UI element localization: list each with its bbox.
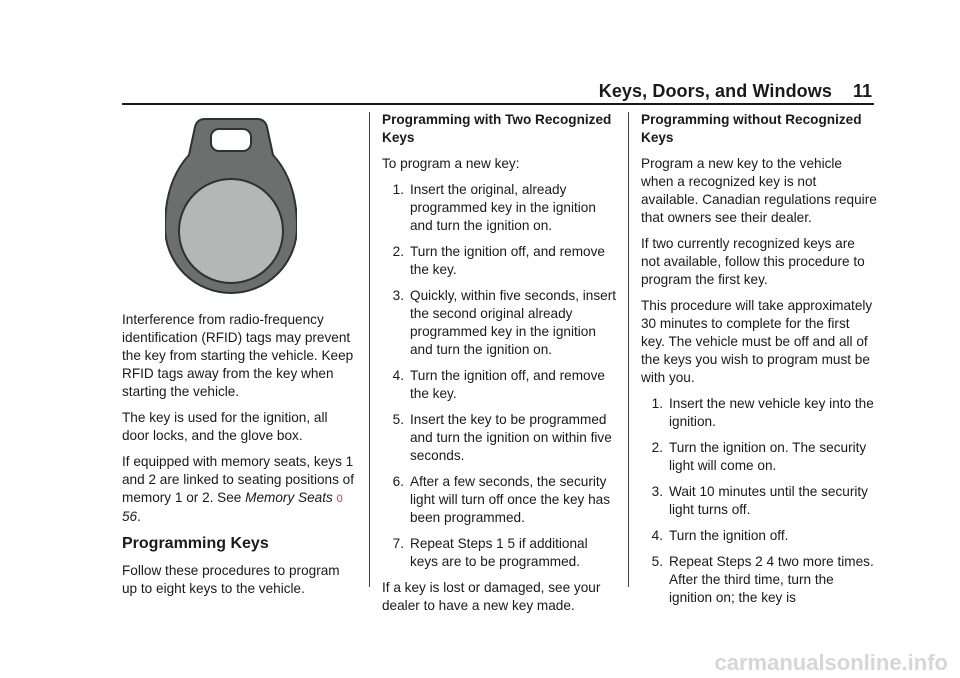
column-2 bbox=[382, 111, 618, 623]
memory-seats-text: If equipped with memory seats, keys 1 and 2 are linked to seating positions of memory 1 or 2. See bbox=[122, 454, 355, 505]
two-keys-subheading: Programming with Two Recognized Keys bbox=[382, 112, 612, 145]
step-item: 4. Turn the ignition off. bbox=[651, 528, 789, 543]
rfid-interference-paragraph: Interference from radio-frequency identification (RFID) tags may prevent the key from starting the vehicle. Keep RFID tags away from the key when starting the vehicle. bbox=[122, 312, 354, 399]
two-keys-steps bbox=[382, 181, 618, 571]
step-item: 3. Wait 10 minutes until the security light turns off. bbox=[651, 484, 868, 517]
reference-symbol: 0 bbox=[336, 493, 343, 505]
step-item: 2. Turn the ignition off, and remove the key. bbox=[392, 244, 605, 277]
watermark: carmanualsonline.info bbox=[714, 650, 948, 675]
step-item: 6. After a few seconds, the security light will turn off once the key has been programmed. bbox=[392, 474, 610, 525]
column-1 bbox=[122, 311, 358, 606]
section-title: Keys, Doors, and Windows bbox=[598, 81, 832, 101]
column-divider-left bbox=[369, 112, 370, 587]
lost-key-paragraph: If a key is lost or damaged, see your dealer to have a new key made. bbox=[382, 580, 601, 613]
no-keys-paragraph-1: Program a new key to the vehicle when a recognized key is not available. Canadian regulations require that owners see their dealer. bbox=[641, 156, 877, 225]
key-usage-paragraph: The key is used for the ignition, all door locks, and the glove box. bbox=[122, 410, 328, 443]
step-item: 2. Turn the ignition on. The security light will come on. bbox=[651, 440, 867, 473]
page-number: 11 bbox=[852, 81, 872, 101]
no-keys-paragraph-2: If two currently recognized keys are not available, follow this procedure to program the first key. bbox=[641, 236, 865, 287]
two-keys-intro: To program a new key: bbox=[382, 156, 520, 171]
step-item: 4. Turn the ignition off, and remove the key. bbox=[392, 368, 605, 401]
memory-seats-page-ref[interactable]: 56 bbox=[122, 509, 138, 524]
step-item: 5. Insert the key to be programmed and turn the ignition on within five seconds. bbox=[392, 412, 612, 463]
memory-seats-link[interactable]: Memory Seats bbox=[245, 490, 333, 505]
step-item: 7. Repeat Steps 1 5 if additional keys are to be programmed. bbox=[392, 536, 588, 569]
programming-keys-heading: Programming Keys bbox=[122, 535, 269, 552]
step-item: 1. Insert the new vehicle key into the ignition. bbox=[651, 396, 874, 429]
header-divider bbox=[122, 103, 874, 105]
sentence-end: . bbox=[137, 509, 141, 524]
no-keys-paragraph-3: This procedure will take approximately 30 minutes to complete for the first key. The vehicle must be off and all of the keys you wish to program must be with you. bbox=[641, 298, 873, 385]
programming-intro-paragraph: Follow these procedures to program up to eight keys to the vehicle. bbox=[122, 563, 340, 596]
step-item: 5. Repeat Steps 2 4 two more times. After the third time, turn the ignition on; the key is bbox=[651, 554, 874, 605]
memory-seats-paragraph bbox=[122, 453, 358, 526]
column-3 bbox=[641, 111, 877, 615]
no-keys-steps bbox=[641, 395, 877, 607]
no-keys-subheading: Programming without Recognized Keys bbox=[641, 112, 862, 145]
step-item: 3. Quickly, within five seconds, insert the second original already programmed key in the ignition and turn the ignition on. bbox=[392, 288, 616, 357]
column-divider-right bbox=[628, 112, 629, 587]
rfid-key-fob-illustration bbox=[165, 115, 297, 299]
step-item: 1. Insert the original, already programmed key in the ignition and turn the ignition on. bbox=[392, 182, 596, 233]
